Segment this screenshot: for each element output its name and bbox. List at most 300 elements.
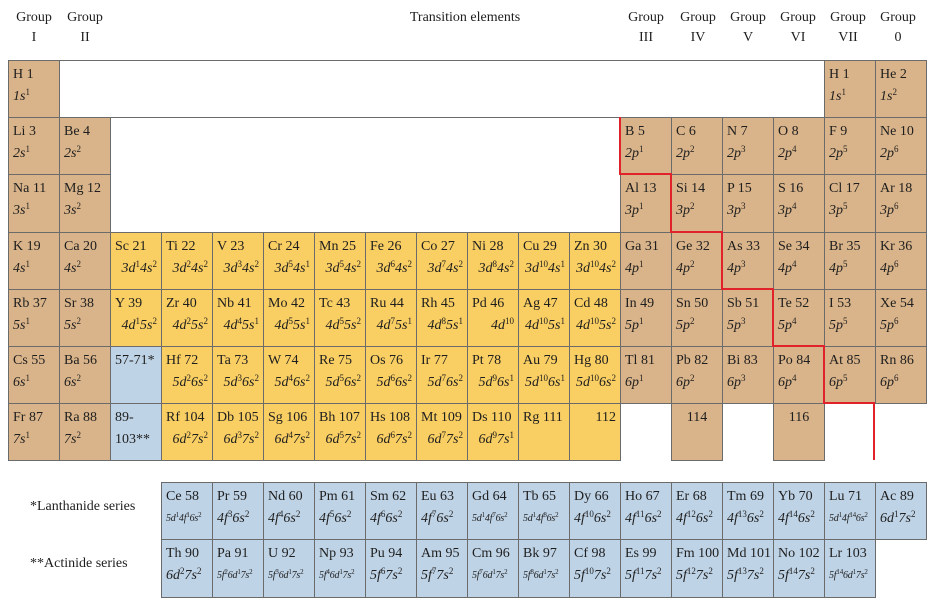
element-cell-cs-55 — [8, 346, 60, 404]
element-cell-pd-46 — [467, 289, 519, 347]
electron-configuration: $1s^1$ — [13, 87, 30, 104]
element-symbol: Cu 29 — [523, 239, 557, 254]
electron-configuration: $4p^6$ — [880, 259, 899, 276]
electron-configuration: $4p^5$ — [829, 259, 848, 276]
electron-configuration: $3p^1$ — [625, 201, 644, 218]
transition-elements-header: Transition elements — [409, 10, 521, 25]
element-symbol: Mg 12 — [64, 181, 101, 196]
element-cell-nb-41 — [212, 289, 264, 347]
electron-configuration: $2s^2$ — [64, 144, 81, 161]
element-cell-ni-28 — [467, 232, 519, 290]
element-cell-p-15 — [722, 174, 774, 233]
element-cell-tm-69 — [722, 482, 774, 540]
element-symbol: Gd 64 — [472, 489, 507, 504]
element-symbol: Kr 36 — [880, 239, 913, 254]
element-symbol: Am 95 — [421, 546, 460, 561]
element-cell-tl-81 — [620, 346, 672, 404]
element-cell-ac-89 — [875, 482, 927, 540]
electron-configuration: $4p^2$ — [676, 259, 695, 276]
element-symbol: Fm 100 — [676, 546, 720, 561]
element-symbol: Rg 111 — [523, 410, 563, 425]
group-iii-header: Group III — [628, 10, 664, 45]
element-symbol: No 102 — [778, 546, 820, 561]
element-cell-ra-88 — [59, 403, 111, 461]
element-symbol: K 19 — [13, 239, 41, 254]
electron-configuration: $6p^4$ — [778, 373, 797, 390]
element-cell-h-1 — [824, 60, 876, 118]
electron-configuration: $3s^2$ — [64, 201, 81, 218]
electron-configuration: $5s^2$ — [64, 316, 81, 333]
element-symbol: Fr 87 — [13, 410, 43, 425]
element-cell-pa-91 — [212, 539, 264, 598]
element-cell-57-71 — [110, 346, 162, 404]
electron-configuration: $5d^26s^2$ — [172, 373, 208, 390]
element-symbol: Be 4 — [64, 124, 91, 139]
element-symbol: Te 52 — [778, 296, 810, 311]
electron-configuration: $1s^2$ — [880, 87, 897, 104]
metal-nonmetal-divider — [873, 402, 875, 460]
element-cell-at-85 — [824, 346, 876, 404]
element-cell-tc-43 — [314, 289, 366, 347]
electron-configuration: $5d^66s^2$ — [376, 373, 412, 390]
element-symbol: Mt 109 — [421, 410, 462, 425]
electron-configuration: $3d^74s^2$ — [427, 259, 463, 276]
element-cell-k-19 — [8, 232, 60, 290]
electron-configuration: $5d^14f^{14}6s^2$ — [829, 511, 868, 524]
element-symbol: Cs 55 — [13, 353, 46, 368]
element-cell-be-4 — [59, 117, 111, 175]
electron-configuration: $2p^1$ — [625, 144, 644, 161]
element-symbol: Cd 48 — [574, 296, 608, 311]
element-symbol: N 7 — [727, 124, 748, 139]
electron-configuration: $3d^34s^2$ — [223, 259, 259, 276]
metal-nonmetal-divider — [619, 117, 621, 174]
element-symbol: Cl 17 — [829, 181, 860, 196]
element-symbol: Pm 61 — [319, 489, 356, 504]
element-cell-sb-51 — [722, 289, 774, 347]
element-symbol: Ti 22 — [166, 239, 196, 254]
element-cell-am-95 — [416, 539, 468, 598]
electron-configuration: $2p^3$ — [727, 144, 746, 161]
element-symbol: Co 27 — [421, 239, 455, 254]
electron-configuration: $5f^{14}7s^2$ — [778, 566, 815, 583]
element-symbol: Br 35 — [829, 239, 861, 254]
electron-configuration: $5p^2$ — [676, 316, 695, 333]
element-cell-hg-80 — [569, 346, 621, 404]
element-cell-ho-67 — [620, 482, 672, 540]
element-symbol: Au 79 — [523, 353, 558, 368]
electron-configuration: $4f^{11}6s^2$ — [625, 509, 662, 526]
element-symbol: Pa 91 — [217, 546, 249, 561]
element-symbol: Rn 86 — [880, 353, 914, 368]
metal-nonmetal-divider — [772, 288, 774, 346]
element-cell-bh-107 — [314, 403, 366, 461]
metal-nonmetal-divider — [823, 345, 825, 403]
element-cell-he-2 — [875, 60, 927, 118]
element-cell-mo-42 — [263, 289, 315, 347]
element-cell-ds-110 — [467, 403, 519, 461]
metal-nonmetal-divider — [670, 231, 722, 233]
element-cell-hs-108 — [365, 403, 417, 461]
electron-configuration: $4d^15s^2$ — [121, 316, 157, 333]
element-cell-114 — [671, 403, 723, 461]
electron-configuration: $5f^26d^17s^2$ — [217, 568, 253, 581]
element-cell-cu-29 — [518, 232, 570, 290]
element-symbol: Hg 80 — [574, 353, 609, 368]
element-symbol: Bk 97 — [523, 546, 557, 561]
metal-nonmetal-divider — [721, 288, 773, 290]
metal-nonmetal-divider — [823, 402, 875, 404]
element-cell-tb-65 — [518, 482, 570, 540]
element-symbol: Pd 46 — [472, 296, 505, 311]
element-cell-fr-87 — [8, 403, 60, 461]
element-cell-pm-61 — [314, 482, 366, 540]
electron-configuration: $4s^1$ — [13, 259, 30, 276]
element-symbol: Rf 104 — [166, 410, 205, 425]
element-cell-cr-24 — [263, 232, 315, 290]
element-symbol: Sr 38 — [64, 296, 94, 311]
element-symbol: Bh 107 — [319, 410, 360, 425]
element-symbol: Cr 24 — [268, 239, 300, 254]
electron-configuration: $3s^1$ — [13, 201, 30, 218]
element-cell-dy-66 — [569, 482, 621, 540]
element-symbol: Mo 42 — [268, 296, 305, 311]
electron-configuration: $3d^54s^1$ — [274, 259, 310, 276]
element-symbol: Ba 56 — [64, 353, 98, 368]
electron-configuration: $3d^{10}4s^1$ — [525, 259, 565, 276]
element-cell-kr-36 — [875, 232, 927, 290]
element-cell-fm-100 — [671, 539, 723, 598]
electron-configuration: $6d^27s^2$ — [166, 566, 202, 583]
element-cell-ti-22 — [161, 232, 213, 290]
element-cell-br-35 — [824, 232, 876, 290]
element-symbol: At 85 — [829, 353, 861, 368]
element-cell-rf-104 — [161, 403, 213, 461]
element-cell-pu-94 — [365, 539, 417, 598]
element-symbol: H 1 — [13, 67, 34, 82]
electron-configuration: $3p^6$ — [880, 201, 899, 218]
electron-configuration: $5f^76d^17s^2$ — [472, 568, 508, 581]
element-symbol: O 8 — [778, 124, 799, 139]
element-symbol: Se 34 — [778, 239, 810, 254]
element-symbol: U 92 — [268, 546, 296, 561]
element-symbol: Po 84 — [778, 353, 811, 368]
element-cell-sc-21 — [110, 232, 162, 290]
electron-configuration: $4f^66s^2$ — [370, 509, 403, 526]
metal-nonmetal-divider — [619, 173, 671, 175]
element-symbol: Si 14 — [676, 181, 706, 196]
electron-configuration: $2p^2$ — [676, 144, 695, 161]
element-symbol: W 74 — [268, 353, 299, 368]
element-symbol: H 1 — [829, 67, 850, 82]
element-symbol: 114 — [686, 410, 708, 425]
electron-configuration: $4d^55s^1$ — [274, 316, 310, 333]
element-symbol: Np 93 — [319, 546, 354, 561]
element-symbol: Ar 18 — [880, 181, 913, 196]
element-symbol: Ac 89 — [880, 489, 914, 504]
element-symbol: B 5 — [625, 124, 645, 139]
element-symbol: Tc 43 — [319, 296, 351, 311]
element-cell-c-6 — [671, 117, 723, 175]
element-cell-w-74 — [263, 346, 315, 404]
element-symbol: Ca 20 — [64, 239, 98, 254]
element-cell-db-105 — [212, 403, 264, 461]
element-cell-rh-45 — [416, 289, 468, 347]
element-cell-al-13 — [620, 174, 672, 233]
element-cell-lu-71 — [824, 482, 876, 540]
element-symbol: Na 11 — [13, 181, 47, 196]
electron-configuration: $3d^{10}4s^2$ — [576, 259, 616, 276]
electron-configuration: $6d^27s^2$ — [172, 430, 208, 447]
group-v-header: Group V — [730, 10, 766, 45]
element-symbol: Bi 83 — [727, 353, 758, 368]
electron-configuration: $6p^6$ — [880, 373, 899, 390]
electron-configuration: $3d^84s^2$ — [478, 259, 514, 276]
element-cell-er-68 — [671, 482, 723, 540]
element-cell-lr-103 — [824, 539, 876, 598]
element-symbol: Nb 41 — [217, 296, 252, 311]
electron-configuration: $5f^{14}6d^17s^2$ — [829, 568, 868, 581]
electron-configuration: $6s^1$ — [13, 373, 30, 390]
element-symbol: Nd 60 — [268, 489, 303, 504]
element-symbol: Ra 88 — [64, 410, 98, 425]
element-symbol: Mn 25 — [319, 239, 356, 254]
element-symbol: Dy 66 — [574, 489, 609, 504]
element-cell-ga-31 — [620, 232, 672, 290]
element-cell-yb-70 — [773, 482, 825, 540]
blank-region — [59, 60, 825, 118]
electron-configuration: $3d^14s^2$ — [121, 259, 157, 276]
electron-configuration: $4f^{10}6s^2$ — [574, 509, 611, 526]
element-symbol: Xe 54 — [880, 296, 914, 311]
element-symbol: Tm 69 — [727, 489, 764, 504]
element-cell-rg-111 — [518, 403, 570, 461]
electron-configuration: $5d^96s^1$ — [478, 373, 514, 390]
electron-configuration: $4d^{10}5s^1$ — [525, 316, 565, 333]
electron-configuration: $6p^5$ — [829, 373, 848, 390]
electron-configuration: $5s^1$ — [13, 316, 30, 333]
element-symbol: Sb 51 — [727, 296, 760, 311]
element-symbol: Re 75 — [319, 353, 353, 368]
element-symbol: Ta 73 — [217, 353, 249, 368]
electron-configuration: $5p^6$ — [880, 316, 899, 333]
electron-configuration: $5f^{12}7s^2$ — [676, 566, 713, 583]
element-symbol: Md 101 — [727, 546, 771, 561]
actinide-series-label: **Actinide series — [30, 556, 128, 571]
element-cell-zr-40 — [161, 289, 213, 347]
element-cell-mt-109 — [416, 403, 468, 461]
group-vii-header: Group VII — [830, 10, 866, 45]
element-symbol: Es 99 — [625, 546, 657, 561]
element-cell-md-101 — [722, 539, 774, 598]
element-symbol: Pu 94 — [370, 546, 403, 561]
element-cell-eu-63 — [416, 482, 468, 540]
element-cell-te-52 — [773, 289, 825, 347]
element-symbol: P 15 — [727, 181, 752, 196]
electron-configuration: $3d^24s^2$ — [172, 259, 208, 276]
element-symbol: Cm 96 — [472, 546, 510, 561]
element-cell-f-9 — [824, 117, 876, 175]
element-symbol: Tl 81 — [625, 353, 655, 368]
element-symbol: Fe 26 — [370, 239, 402, 254]
electron-configuration: $5d^46s^2$ — [274, 373, 310, 390]
element-cell-rb-37 — [8, 289, 60, 347]
element-cell-xe-54 — [875, 289, 927, 347]
metal-nonmetal-divider — [670, 173, 672, 232]
element-cell-ta-73 — [212, 346, 264, 404]
electron-configuration: $4d^55s^2$ — [325, 316, 361, 333]
electron-configuration: $5d^14f^86s^2$ — [523, 511, 559, 524]
electron-configuration: $4d^{10}5s^2$ — [576, 316, 616, 333]
element-symbol: Pt 78 — [472, 353, 502, 368]
electron-configuration: $6p^3$ — [727, 373, 746, 390]
element-symbol: F 9 — [829, 124, 848, 139]
element-symbol: Eu 63 — [421, 489, 455, 504]
electron-configuration: $1s^1$ — [829, 87, 846, 104]
element-symbol: 89- — [115, 410, 134, 425]
element-symbol: Ni 28 — [472, 239, 504, 254]
electron-configuration: $2p^6$ — [880, 144, 899, 161]
electron-configuration: $6d^57s^2$ — [325, 430, 361, 447]
element-symbol: Hs 108 — [370, 410, 411, 425]
electron-configuration: $4p^3$ — [727, 259, 746, 276]
electron-configuration: $5f^{11}7s^2$ — [625, 566, 662, 583]
electron-configuration: $6d^97s^1$ — [478, 430, 514, 447]
metal-nonmetal-divider — [721, 231, 723, 289]
element-symbol: 57-71* — [115, 353, 155, 368]
element-cell-n-7 — [722, 117, 774, 175]
electron-configuration: $5f^{10}7s^2$ — [574, 566, 611, 583]
element-symbol: I 53 — [829, 296, 852, 311]
electron-configuration: $5f^77s^2$ — [421, 566, 454, 583]
element-cell-mg-12 — [59, 174, 111, 233]
element-cell-na-11 — [8, 174, 60, 233]
element-symbol: C 6 — [676, 124, 696, 139]
element-symbol: 116 — [788, 410, 810, 425]
element-symbol: Zr 40 — [166, 296, 197, 311]
element-symbol: Ru 44 — [370, 296, 404, 311]
electron-configuration: $3p^4$ — [778, 201, 797, 218]
element-cell-es-99 — [620, 539, 672, 598]
element-cell-116 — [773, 403, 825, 461]
element-cell-bi-83 — [722, 346, 774, 404]
element-symbol: Zn 30 — [574, 239, 608, 254]
electron-configuration: $3p^3$ — [727, 201, 746, 218]
element-symbol: Yb 70 — [778, 489, 813, 504]
element-symbol: Al 13 — [625, 181, 657, 196]
element-cell-ne-10 — [875, 117, 927, 175]
electron-configuration: $5f^36d^17s^2$ — [268, 568, 304, 581]
element-cell-au-79 — [518, 346, 570, 404]
element-cell-rn-86 — [875, 346, 927, 404]
element-symbol: Pr 59 — [217, 489, 247, 504]
element-cell-h-1 — [8, 60, 60, 118]
electron-configuration: $4f^{12}6s^2$ — [676, 509, 713, 526]
element-symbol: Pb 82 — [676, 353, 709, 368]
element-cell-gd-64 — [467, 482, 519, 540]
electron-configuration: $6s^2$ — [64, 373, 81, 390]
element-symbol: Os 76 — [370, 353, 404, 368]
element-cell-b-5 — [620, 117, 672, 175]
electron-configuration: $4f^56s^2$ — [319, 509, 352, 526]
element-cell-pt-78 — [467, 346, 519, 404]
element-cell-89 — [110, 403, 162, 461]
element-cell-i-53 — [824, 289, 876, 347]
element-symbol: Lr 103 — [829, 546, 867, 561]
element-symbol: Rb 37 — [13, 296, 47, 311]
element-symbol: As 33 — [727, 239, 761, 254]
element-cell-ca-20 — [59, 232, 111, 290]
element-cell-nd-60 — [263, 482, 315, 540]
lanthanide-series-label: *Lanthanide series — [30, 499, 136, 514]
element-symbol: Cf 98 — [574, 546, 606, 561]
element-symbol: Ne 10 — [880, 124, 914, 139]
element-cell-cf-98 — [569, 539, 621, 598]
element-symbol: Sg 106 — [268, 410, 308, 425]
element-cell-ce-58 — [161, 482, 213, 540]
element-cell-re-75 — [314, 346, 366, 404]
electron-configuration: $7s^1$ — [13, 430, 30, 447]
group-ii-header: Group II — [67, 10, 103, 45]
electron-configuration: $3p^2$ — [676, 201, 695, 218]
electron-configuration: $4f^{14}6s^2$ — [778, 509, 815, 526]
element-symbol: Rh 45 — [421, 296, 455, 311]
electron-configuration: $5p^3$ — [727, 316, 746, 333]
element-cell-112 — [569, 403, 621, 461]
element-cell-in-49 — [620, 289, 672, 347]
electron-configuration: $4f^46s^2$ — [268, 509, 301, 526]
element-symbol: Ds 110 — [472, 410, 512, 425]
electron-configuration: $3d^54s^2$ — [325, 259, 361, 276]
electron-configuration: $6d^47s^2$ — [274, 430, 310, 447]
element-cell-li-3 — [8, 117, 60, 175]
element-symbol: Ga 31 — [625, 239, 659, 254]
element-cell-np-93 — [314, 539, 366, 598]
element-cell-si-14 — [671, 174, 723, 233]
element-symbol: Ir 77 — [421, 353, 448, 368]
electron-configuration: $6d^37s^2$ — [223, 430, 259, 447]
element-cell-se-34 — [773, 232, 825, 290]
element-symbol: Er 68 — [676, 489, 707, 504]
element-cell-os-76 — [365, 346, 417, 404]
electron-configuration: $5f^67s^2$ — [370, 566, 403, 583]
element-cell-sn-50 — [671, 289, 723, 347]
element-symbol: Tb 65 — [523, 489, 557, 504]
electron-configuration: $5f^46d^17s^2$ — [319, 568, 355, 581]
element-cell-ir-77 — [416, 346, 468, 404]
electron-configuration: $4d^45s^1$ — [223, 316, 259, 333]
element-cell-ba-56 — [59, 346, 111, 404]
electron-configuration: $5d^56s^2$ — [325, 373, 361, 390]
electron-configuration: $5p^5$ — [829, 316, 848, 333]
element-symbol: Db 105 — [217, 410, 259, 425]
electron-configuration: $6p^1$ — [625, 373, 644, 390]
element-cell-ru-44 — [365, 289, 417, 347]
element-symbol: S 16 — [778, 181, 804, 196]
element-cell-mn-25 — [314, 232, 366, 290]
metal-nonmetal-divider — [772, 345, 824, 347]
electron-configuration: $2p^4$ — [778, 144, 797, 161]
electron-configuration: $4f^{13}6s^2$ — [727, 509, 764, 526]
electron-configuration: $5d^14f^76s^2$ — [472, 511, 508, 524]
electron-configuration: $5d^14f^16s^2$ — [166, 511, 202, 524]
element-cell-no-102 — [773, 539, 825, 598]
electron-configuration: $3d^64s^2$ — [376, 259, 412, 276]
element-cell-o-8 — [773, 117, 825, 175]
element-cell-ag-47 — [518, 289, 570, 347]
element-cell-th-90 — [161, 539, 213, 598]
element-cell-hf-72 — [161, 346, 213, 404]
